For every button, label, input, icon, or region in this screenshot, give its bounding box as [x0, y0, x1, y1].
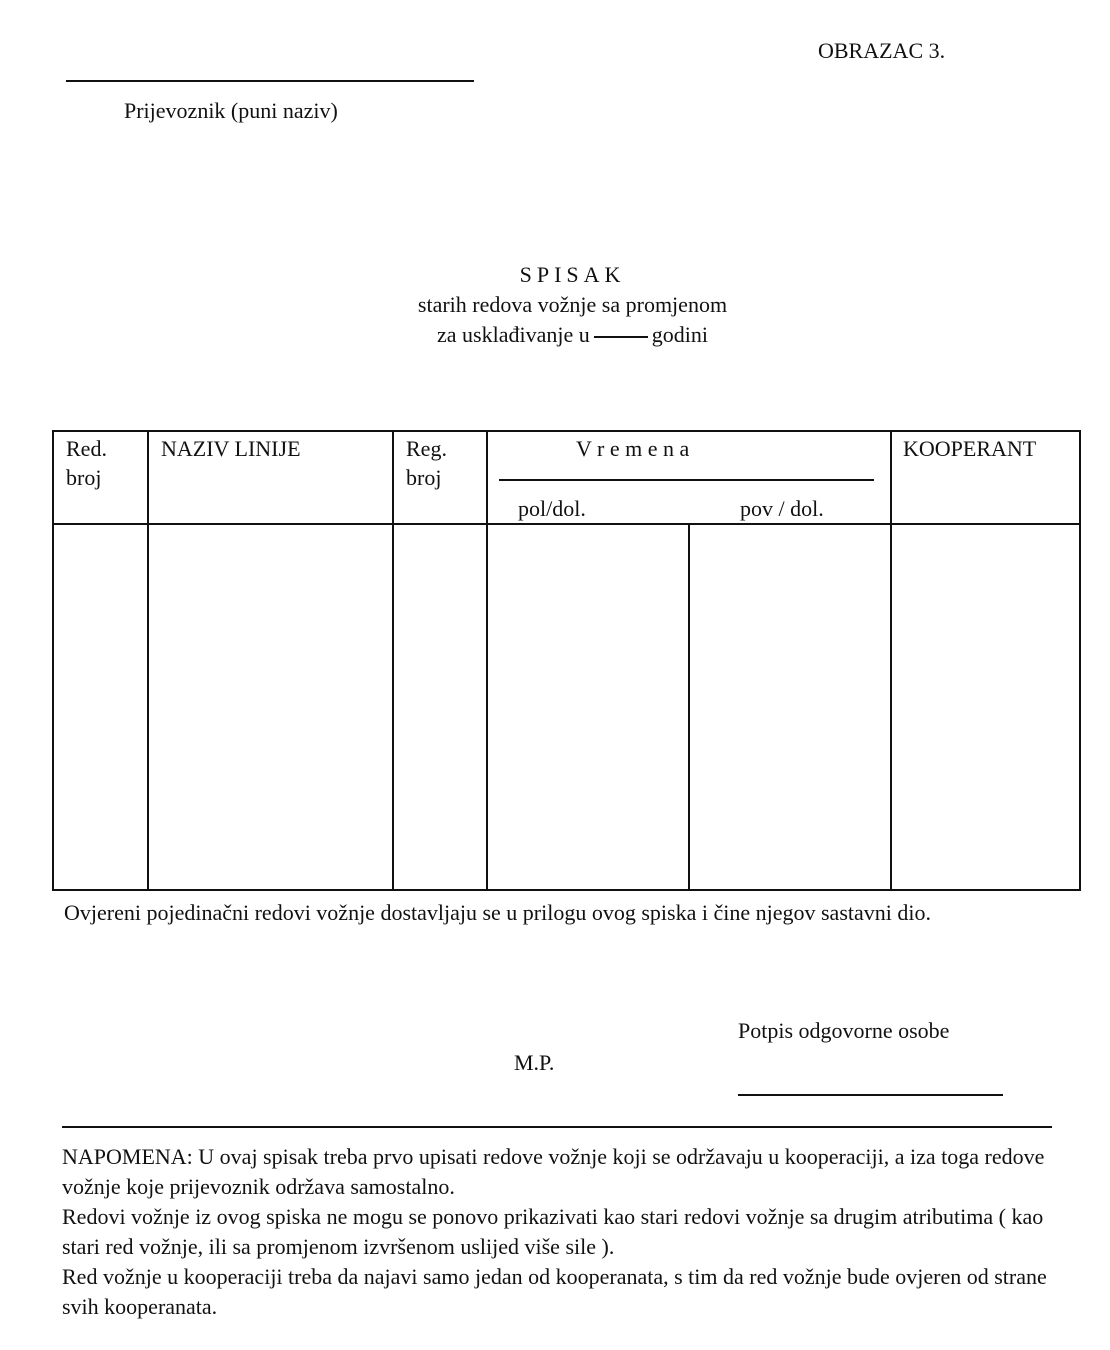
col-divider — [486, 432, 488, 889]
subtitle-line-2 — [0, 320, 1110, 350]
subtitle-line-2-prefix: za usklađivanje u — [437, 322, 590, 347]
header-pol-dol: pol/dol. — [518, 496, 586, 521]
document-title: SPISAK — [519, 262, 626, 287]
separator-line — [62, 1126, 1052, 1128]
signature-label: Potpis odgovorne osobe — [738, 1018, 950, 1043]
col-divider-vremena — [688, 524, 690, 889]
attachment-note: Ovjereni pojedinačni redovi vožnje dostavljaju se u prilogu ovog spiska i čine njegov sastavni dio. — [64, 900, 931, 925]
title-block — [0, 260, 1110, 350]
stamp-label: M.P. — [514, 1050, 555, 1075]
vremena-underline — [499, 479, 874, 481]
year-blank-line — [594, 336, 648, 338]
timetable-list-table — [52, 430, 1081, 891]
header-kooperant: KOOPERANT — [903, 436, 1037, 461]
subtitle-line-2-suffix: godini — [651, 322, 708, 347]
carrier-label: Prijevoznik (puni naziv) — [124, 98, 338, 123]
remark-paragraph: Red vožnje u kooperaciji treba da najavi samo jedan od kooperanata, s tim da red vožnje bude ovjeren od strane svih kooperanata. — [62, 1264, 1047, 1319]
header-divider — [54, 523, 1079, 525]
col-divider — [147, 432, 149, 889]
remark-paragraph: Redovi vožnje iz ovog spiska ne mogu se ponovo prikazivati kao stari redovi vožnje sa drugim atributima ( kao stari red vožnje, ili sa promjenom izvršenom uslijed više sile ). — [62, 1204, 1044, 1259]
carrier-name-line — [66, 80, 474, 82]
header-pov-dol: pov / dol. — [740, 496, 824, 521]
remark-paragraph: NAPOMENA: U ovaj spisak treba prvo upisati redove vožnje koji se održavaju u kooperaciji, a iza toga redove vožnje koje prijevoznik održava samostalno. — [62, 1144, 1045, 1199]
header-reg-broj: Reg. broj — [406, 436, 447, 490]
form-number: OBRAZAC 3. — [818, 38, 946, 63]
header-naziv-linije: NAZIV LINIJE — [161, 436, 301, 461]
col-divider — [392, 432, 394, 889]
subtitle-line-1: starih redova vožnje sa promjenom — [417, 292, 728, 317]
header-red-broj: Red. broj — [66, 436, 107, 490]
signature-line — [738, 1094, 1003, 1096]
col-divider — [890, 432, 892, 889]
remarks — [62, 1142, 1072, 1322]
header-vremena: V r e m e n a — [576, 436, 690, 461]
